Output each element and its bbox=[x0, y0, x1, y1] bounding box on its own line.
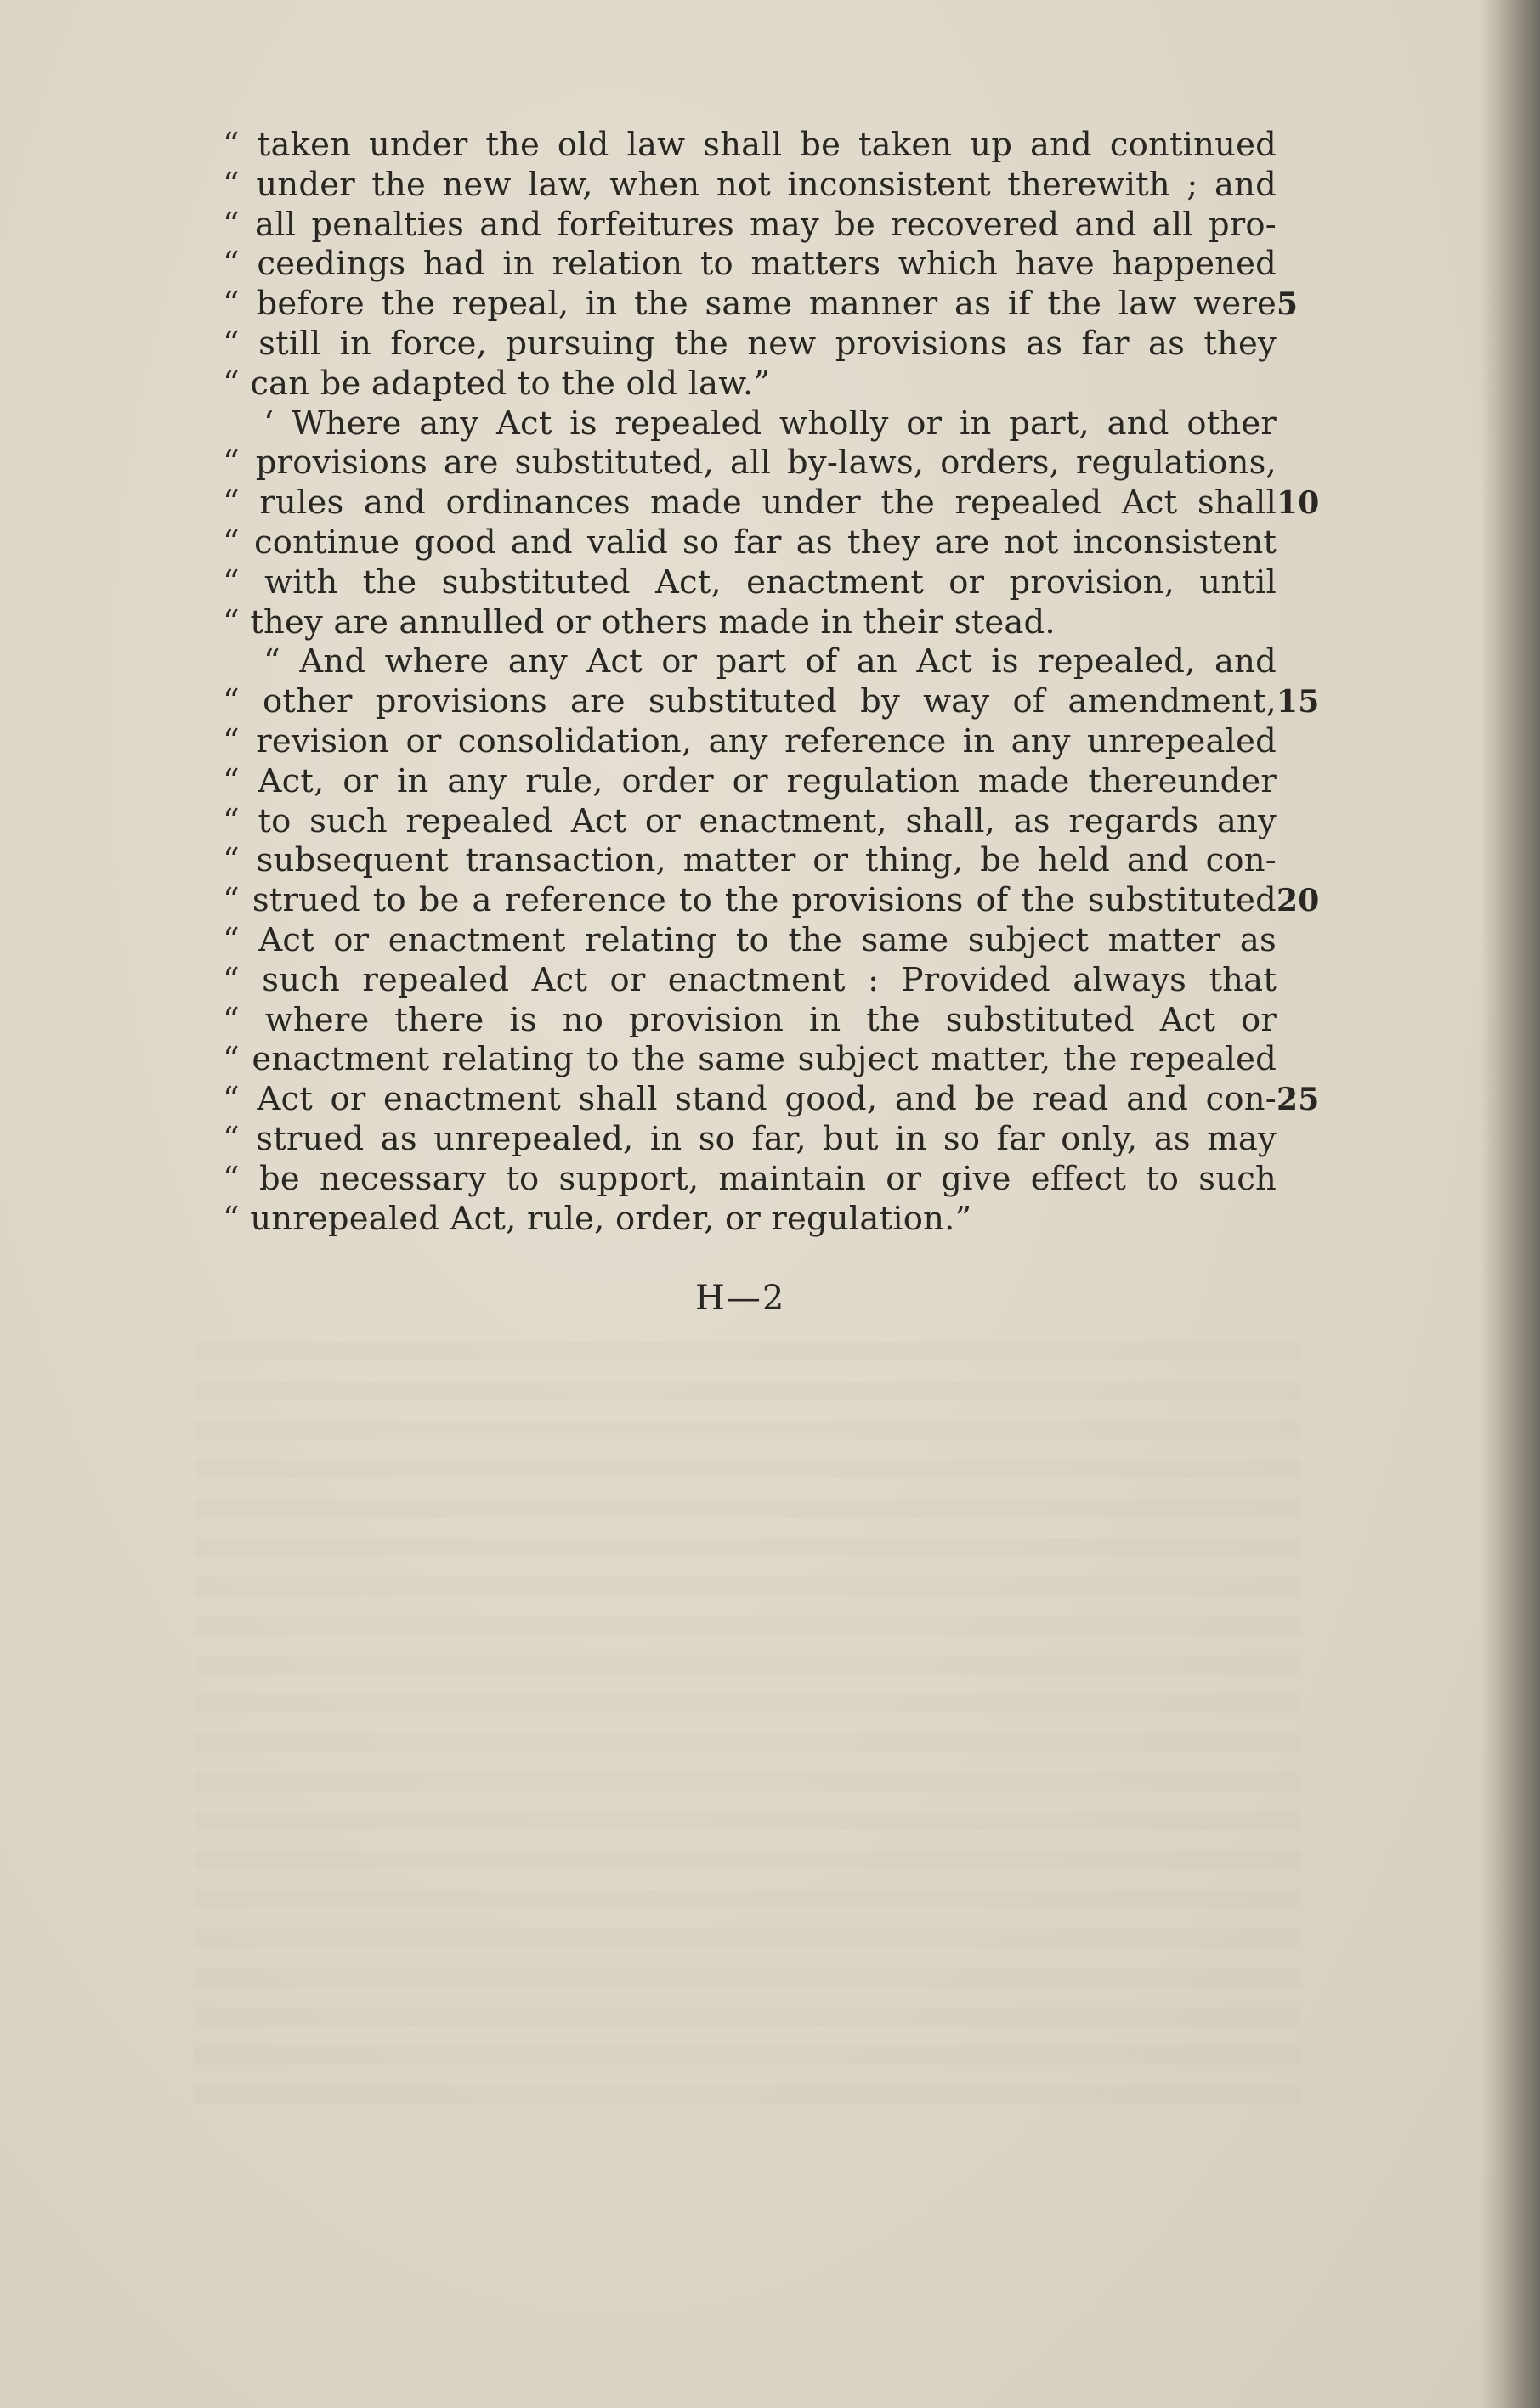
text-line bbox=[223, 961, 1277, 1001]
text-line-content: “ taken under the old law shall be taken up and continued bbox=[223, 126, 1277, 164]
line-number: 20 bbox=[1277, 883, 1320, 919]
body-text bbox=[223, 126, 1320, 1239]
text-line bbox=[223, 365, 1277, 404]
text-line bbox=[223, 1040, 1277, 1080]
text-line-content: “ rules and ordinances made under the repealed Act shall bbox=[223, 483, 1277, 523]
text-line-content: “ Act or enactment relating to the same subject matter as bbox=[223, 920, 1277, 959]
text-line-content: “ such repealed Act or enactment : Provided always that bbox=[223, 960, 1277, 999]
text-line-content: “ under the new law, when not inconsistent therewith ; and bbox=[223, 165, 1277, 204]
text-line bbox=[223, 722, 1277, 762]
text-line-content: ‘ Where any Act is repealed wholly or in part, and other bbox=[263, 404, 1277, 443]
text-line-content: “ revision or consolidation, any reference in any unrepealed bbox=[223, 721, 1277, 760]
text-line-content: “ can be adapted to the old law.” bbox=[223, 364, 771, 403]
binding-shadow bbox=[1481, 0, 1540, 2408]
text-line-content: “ enactment relating to the same subject matter, the repealed bbox=[223, 1040, 1277, 1079]
page-signature: H—2 bbox=[695, 1279, 786, 1318]
text-line bbox=[223, 126, 1277, 166]
text-line-content: “ provisions are substituted, all by-laws, orders, regulations, bbox=[223, 444, 1277, 483]
text-line bbox=[223, 1001, 1277, 1041]
text-line-content: “ with the substituted Act, enactment or provision, until bbox=[223, 562, 1277, 602]
text-line bbox=[223, 841, 1277, 881]
text-line bbox=[223, 1120, 1277, 1160]
text-line-content: “ Act or enactment shall stand good, and be read and con- bbox=[223, 1080, 1277, 1119]
text-line bbox=[223, 682, 1320, 722]
text-line bbox=[223, 642, 1277, 682]
text-line bbox=[223, 802, 1277, 842]
line-number: 5 bbox=[1277, 286, 1299, 323]
text-line-content: “ they are annulled or others made in their stead. bbox=[223, 602, 1056, 642]
text-line bbox=[223, 404, 1277, 444]
line-number: 25 bbox=[1277, 1082, 1320, 1118]
text-line bbox=[223, 1200, 1277, 1240]
text-line bbox=[223, 523, 1277, 563]
text-line bbox=[223, 206, 1277, 246]
text-line-content: “ continue good and valid so far as they are not inconsistent bbox=[223, 523, 1277, 562]
text-line bbox=[223, 245, 1277, 285]
text-line-content: “ strued as unrepealed, in so far, but in so far only, as may bbox=[223, 1119, 1277, 1158]
text-line bbox=[223, 1160, 1277, 1200]
text-line bbox=[223, 603, 1277, 643]
line-number: 10 bbox=[1277, 485, 1320, 522]
text-line bbox=[223, 325, 1277, 365]
text-line-content: “ And where any Act or part of an Act is repealed, and bbox=[263, 642, 1277, 681]
text-line bbox=[223, 285, 1299, 325]
text-line bbox=[223, 762, 1277, 802]
text-line-content: “ Act, or in any rule, order or regulation made thereunder bbox=[223, 761, 1277, 800]
text-line bbox=[223, 563, 1277, 603]
text-line bbox=[223, 881, 1320, 921]
text-line-content: “ to such repealed Act or enactment, shall, as regards any bbox=[223, 801, 1277, 840]
text-line-content: “ before the repeal, in the same manner as if the law were bbox=[223, 285, 1277, 324]
text-line-content: “ all penalties and forfeitures may be recovered and all pro- bbox=[223, 205, 1277, 244]
text-line-content: “ strued to be a reference to the provisions of the substituted bbox=[223, 881, 1277, 920]
text-line-content: “ ceedings had in relation to matters which have happened bbox=[223, 245, 1277, 284]
line-number: 15 bbox=[1277, 684, 1320, 721]
text-line-content: “ where there is no provision in the substituted Act or bbox=[223, 1000, 1277, 1039]
text-line-content: “ unrepealed Act, rule, order, or regulation.” bbox=[223, 1199, 972, 1238]
text-line bbox=[223, 1080, 1320, 1120]
text-line bbox=[223, 166, 1277, 206]
text-line-content: “ other provisions are substituted by way of amendment, bbox=[223, 682, 1277, 721]
text-line-content: “ subsequent transaction, matter or thing, be held and con- bbox=[223, 841, 1277, 880]
text-line bbox=[223, 444, 1277, 483]
text-line bbox=[223, 483, 1320, 523]
text-line-content: “ be necessary to support, maintain or give effect to such bbox=[223, 1159, 1277, 1198]
text-line-content: “ still in force, pursuing the new provisions as far as they bbox=[223, 324, 1277, 363]
text-line bbox=[223, 921, 1277, 961]
